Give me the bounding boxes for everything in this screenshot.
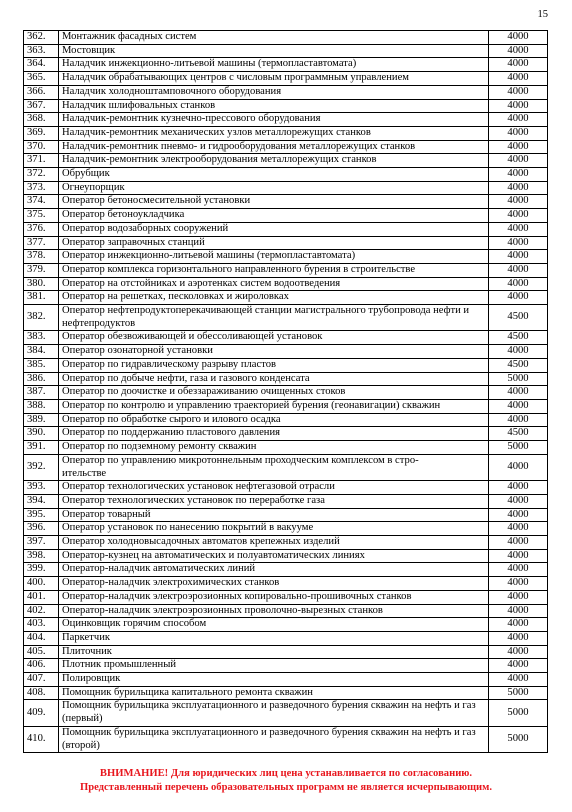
- row-number: 410.: [24, 726, 59, 752]
- table-row: [24, 113, 548, 127]
- table-row: [24, 386, 548, 400]
- row-number: 383.: [24, 331, 59, 345]
- table-row: [24, 686, 548, 700]
- table-row: [24, 195, 548, 209]
- program-name: Оператор заправочных станций: [59, 236, 489, 250]
- row-number: 380.: [24, 277, 59, 291]
- table-row: [24, 522, 548, 536]
- page-number: 15: [537, 9, 548, 20]
- table-row: [24, 590, 548, 604]
- table-row: [24, 536, 548, 550]
- program-name: Оператор на решетках, песколовках и жироловках: [59, 291, 489, 305]
- table-row: [24, 44, 548, 58]
- program-name: Плотник промышленный: [59, 659, 489, 673]
- program-price: 4500: [489, 331, 548, 345]
- table-row: [24, 277, 548, 291]
- row-number: 393.: [24, 481, 59, 495]
- program-name-line: Оператор по управлению микротоннельным проходческим комплексом в стро-: [62, 454, 419, 466]
- table-row: [24, 659, 548, 673]
- program-price: 4000: [489, 250, 548, 264]
- notice-line-2: Представленный перечень образовательных программ не является исчерпывающим.: [79, 782, 493, 793]
- row-number: 395.: [24, 508, 59, 522]
- row-number: 370.: [24, 140, 59, 154]
- row-number: 403.: [24, 618, 59, 632]
- table-row: [24, 250, 548, 264]
- table-row: [24, 577, 548, 591]
- row-number: 377.: [24, 236, 59, 250]
- table-row: [24, 645, 548, 659]
- table-row: [24, 126, 548, 140]
- program-name: Оператор комплекса горизонтального направленного бурения в строительстве: [59, 263, 489, 277]
- program-name: Оператор-кузнец на автоматических и полуавтоматических линиях: [59, 549, 489, 563]
- programs-table: [23, 30, 548, 753]
- row-number: 372.: [24, 168, 59, 182]
- row-number: 376.: [24, 222, 59, 236]
- program-price: 4000: [489, 659, 548, 673]
- program-name: Наладчик-ремонтник электрооборудования металлорежущих станков: [59, 154, 489, 168]
- table-row: [24, 331, 548, 345]
- program-price: 4000: [489, 140, 548, 154]
- program-price: 4000: [489, 277, 548, 291]
- program-price: 5000: [489, 441, 548, 455]
- row-number: 404.: [24, 631, 59, 645]
- program-name-line: ительстве: [62, 467, 107, 479]
- row-number: 378.: [24, 250, 59, 264]
- program-name: Оператор нефтепродуктоперекачивающей станции магистрального трубопровода нефти и нефтепродуктов: [59, 305, 489, 331]
- program-name: Оператор озонаторной установки: [59, 345, 489, 359]
- program-name: Оператор-наладчик автоматических линий: [59, 563, 489, 577]
- table-row: [24, 631, 548, 645]
- program-price: 4000: [489, 263, 548, 277]
- program-price: 4000: [489, 99, 548, 113]
- program-price: 4000: [489, 44, 548, 58]
- program-price: 4000: [489, 345, 548, 359]
- program-price: 4000: [489, 454, 548, 480]
- row-number: 406.: [24, 659, 59, 673]
- row-number: 369.: [24, 126, 59, 140]
- table-row: [24, 85, 548, 99]
- notice: [0, 767, 572, 795]
- row-number: 381.: [24, 291, 59, 305]
- table-row: [24, 700, 548, 726]
- program-price: 4000: [489, 590, 548, 604]
- row-number: 367.: [24, 99, 59, 113]
- program-name: Оператор по подземному ремонту скважин: [59, 441, 489, 455]
- table-row: [24, 372, 548, 386]
- program-price: 4000: [489, 631, 548, 645]
- program-name: Оператор инжекционно-литьевой машины (термопластавтомата): [59, 250, 489, 264]
- row-number: 409.: [24, 700, 59, 726]
- table-row: [24, 413, 548, 427]
- table-row: [24, 305, 548, 331]
- program-name: Оператор по доочистке и обеззараживанию очищенных стоков: [59, 386, 489, 400]
- program-name: Оператор по гидравлическому разрыву пластов: [59, 358, 489, 372]
- program-price: 4500: [489, 427, 548, 441]
- row-number: 388.: [24, 399, 59, 413]
- program-name: Огнеупорщик: [59, 181, 489, 195]
- row-number: 365.: [24, 72, 59, 86]
- program-price: 4000: [489, 563, 548, 577]
- program-name: Оператор по поддержанию пластового давления: [59, 427, 489, 441]
- row-number: 389.: [24, 413, 59, 427]
- program-name: Монтажник фасадных систем: [59, 31, 489, 45]
- program-price: 4000: [489, 209, 548, 223]
- program-name: Оператор на отстойниках и аэротенках систем водоотведения: [59, 277, 489, 291]
- program-name: Оператор по обработке сырого и илового осадка: [59, 413, 489, 427]
- table-row: [24, 209, 548, 223]
- table-row: [24, 508, 548, 522]
- table-row: [24, 345, 548, 359]
- program-price: 4000: [489, 494, 548, 508]
- row-number: 402.: [24, 604, 59, 618]
- program-name: Оператор товарный: [59, 508, 489, 522]
- program-price: 4000: [489, 168, 548, 182]
- program-price: 4000: [489, 236, 548, 250]
- program-price: 5000: [489, 726, 548, 752]
- table-row: [24, 358, 548, 372]
- program-name: Паркетчик: [59, 631, 489, 645]
- row-number: 375.: [24, 209, 59, 223]
- program-name: Оператор по добыче нефти, газа и газового конденсата: [59, 372, 489, 386]
- table-row: [24, 263, 548, 277]
- program-name: Оператор холодновысадочных автоматов крепежных изделий: [59, 536, 489, 550]
- program-name: Оператор по контролю и управлению траекторией бурения (геонавигации) скважин: [59, 399, 489, 413]
- program-price: 4000: [489, 399, 548, 413]
- row-number: 362.: [24, 31, 59, 45]
- program-price: 4500: [489, 358, 548, 372]
- program-name: Наладчик-ремонтник пневмо- и гидрооборудования металлорежущих станков: [59, 140, 489, 154]
- program-name: Помощник бурильщика эксплуатационного и разведочного бурения скважин на нефть и газ (второй): [59, 726, 489, 752]
- row-number: 394.: [24, 494, 59, 508]
- program-name: Наладчик холодноштамповочного оборудования: [59, 85, 489, 99]
- program-price: 4000: [489, 126, 548, 140]
- table-row: [24, 441, 548, 455]
- row-number: 397.: [24, 536, 59, 550]
- programs-table-body: [24, 31, 548, 753]
- table-row: [24, 673, 548, 687]
- program-name: Помощник бурильщика капитального ремонта скважин: [59, 686, 489, 700]
- row-number: 392.: [24, 454, 59, 480]
- table-row: [24, 99, 548, 113]
- program-price: 4500: [489, 305, 548, 331]
- program-price: 4000: [489, 72, 548, 86]
- program-price: 4000: [489, 195, 548, 209]
- row-number: 387.: [24, 386, 59, 400]
- program-name: Наладчик инжекционно-литьевой машины (термопластавтомата): [59, 58, 489, 72]
- program-name: Оператор установок по нанесению покрытий в вакууме: [59, 522, 489, 536]
- row-number: 371.: [24, 154, 59, 168]
- table-row: [24, 427, 548, 441]
- row-number: 400.: [24, 577, 59, 591]
- table-row: [24, 58, 548, 72]
- row-number: 366.: [24, 85, 59, 99]
- row-number: 373.: [24, 181, 59, 195]
- program-price: 4000: [489, 31, 548, 45]
- table-row: [24, 481, 548, 495]
- program-price: 4000: [489, 618, 548, 632]
- table-row: [24, 181, 548, 195]
- row-number: 379.: [24, 263, 59, 277]
- program-name: Оператор обезвоживающей и обессоливающей установок: [59, 331, 489, 345]
- table-row: [24, 291, 548, 305]
- row-number: 374.: [24, 195, 59, 209]
- table-row: [24, 399, 548, 413]
- program-name: Помощник бурильщика эксплуатационного и разведочного бурения скважин на нефть и газ (первый): [59, 700, 489, 726]
- row-number: 396.: [24, 522, 59, 536]
- program-price: 4000: [489, 181, 548, 195]
- program-price: 5000: [489, 700, 548, 726]
- program-price: 4000: [489, 113, 548, 127]
- row-number: 382.: [24, 305, 59, 331]
- row-number: 405.: [24, 645, 59, 659]
- table-row: [24, 726, 548, 752]
- program-price: 4000: [489, 508, 548, 522]
- program-price: 4000: [489, 645, 548, 659]
- program-price: 4000: [489, 291, 548, 305]
- program-name: Мостовщик: [59, 44, 489, 58]
- table-row: [24, 494, 548, 508]
- row-number: 386.: [24, 372, 59, 386]
- table-row: [24, 454, 548, 480]
- row-number: 399.: [24, 563, 59, 577]
- row-number: 391.: [24, 441, 59, 455]
- program-name: Полировщик: [59, 673, 489, 687]
- program-name: Оператор бетоноукладчика: [59, 209, 489, 223]
- program-price: 5000: [489, 372, 548, 386]
- table-row: [24, 604, 548, 618]
- program-name: Оператор-наладчик электроэрозионных проволочно-вырезных станков: [59, 604, 489, 618]
- row-number: 368.: [24, 113, 59, 127]
- table-row: [24, 140, 548, 154]
- table-row: [24, 236, 548, 250]
- row-number: 364.: [24, 58, 59, 72]
- program-name: Оператор технологических установок нефтегазовой отрасли: [59, 481, 489, 495]
- program-name: Оператор водозаборных сооружений: [59, 222, 489, 236]
- program-name: Оператор технологических установок по переработке газа: [59, 494, 489, 508]
- program-name: Обрубщик: [59, 168, 489, 182]
- program-name: Наладчик-ремонтник кузнечно-прессового оборудования: [59, 113, 489, 127]
- program-price: 5000: [489, 686, 548, 700]
- program-price: 4000: [489, 85, 548, 99]
- program-name: Наладчик-ремонтник механических узлов металлорежущих станков: [59, 126, 489, 140]
- row-number: 398.: [24, 549, 59, 563]
- program-name: Оператор-наладчик электроэрозионных копировально-прошивочных станков: [59, 590, 489, 604]
- table-row: [24, 549, 548, 563]
- program-price: 4000: [489, 536, 548, 550]
- program-name: Оператор бетоносмесительной установки: [59, 195, 489, 209]
- program-price: 4000: [489, 577, 548, 591]
- program-price: 4000: [489, 222, 548, 236]
- table-row: [24, 563, 548, 577]
- row-number: 385.: [24, 358, 59, 372]
- program-price: 4000: [489, 522, 548, 536]
- row-number: 407.: [24, 673, 59, 687]
- row-number: 384.: [24, 345, 59, 359]
- row-number: 363.: [24, 44, 59, 58]
- program-name: Оператор-наладчик электрохимических станков: [59, 577, 489, 591]
- row-number: 390.: [24, 427, 59, 441]
- program-price: 4000: [489, 481, 548, 495]
- notice-line-1: ВНИМАНИЕ! Для юридических лиц цена устанавливается по согласованию.: [99, 768, 473, 779]
- program-price: 4000: [489, 386, 548, 400]
- program-name: Оцинковщик горячим способом: [59, 618, 489, 632]
- program-price: 4000: [489, 154, 548, 168]
- program-price: 4000: [489, 58, 548, 72]
- row-number: 408.: [24, 686, 59, 700]
- program-price: 4000: [489, 604, 548, 618]
- program-name: Плиточник: [59, 645, 489, 659]
- program-price: 4000: [489, 413, 548, 427]
- table-row: [24, 222, 548, 236]
- table-row: [24, 72, 548, 86]
- program-name: Наладчик шлифовальных станков: [59, 99, 489, 113]
- table-row: [24, 618, 548, 632]
- program-name: Наладчик обрабатывающих центров с числовым программным управлением: [59, 72, 489, 86]
- table-row: [24, 154, 548, 168]
- program-price: 4000: [489, 549, 548, 563]
- table-row: [24, 168, 548, 182]
- row-number: 401.: [24, 590, 59, 604]
- program-price: 4000: [489, 673, 548, 687]
- table-row: [24, 31, 548, 45]
- program-name: [59, 454, 489, 480]
